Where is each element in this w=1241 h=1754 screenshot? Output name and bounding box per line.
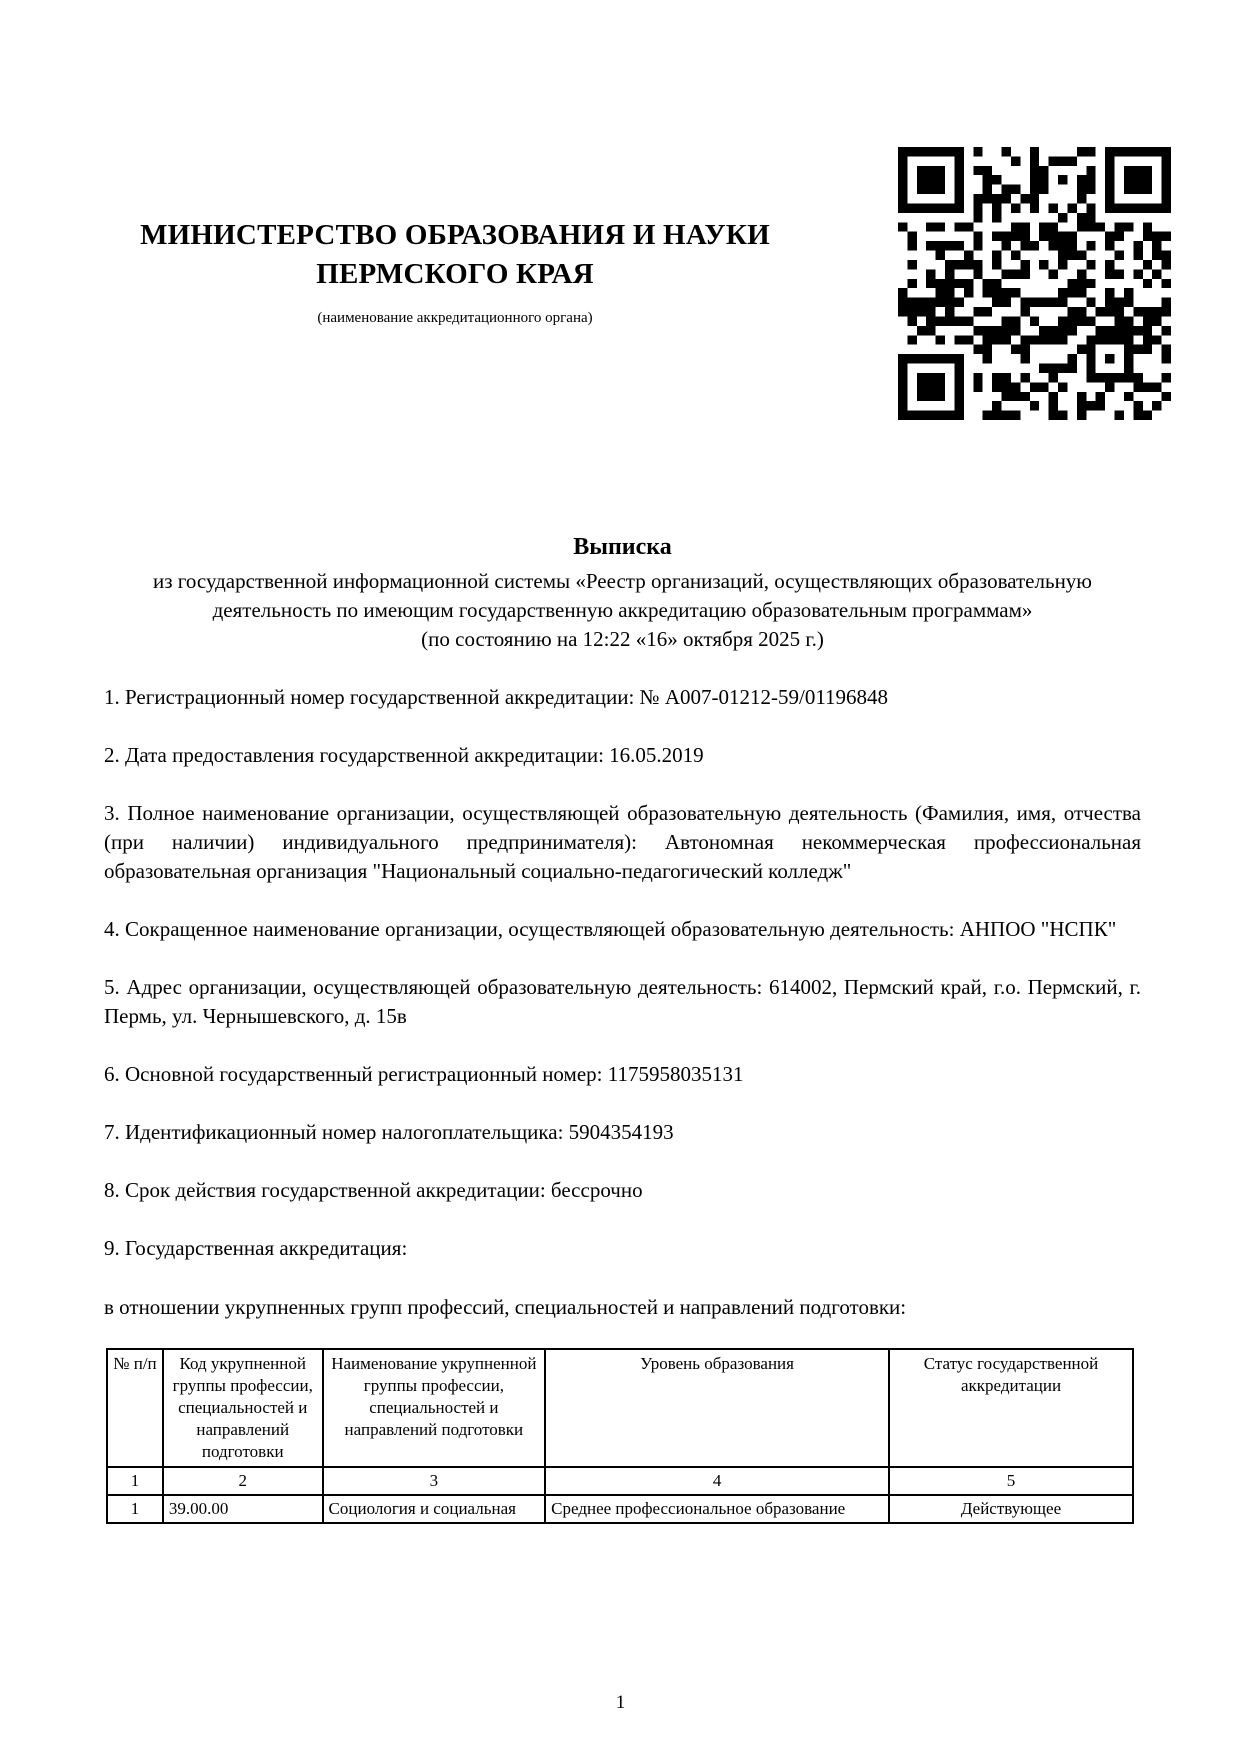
ministry-name-line1: МИНИСТЕРСТВО ОБРАЗОВАНИЯ И НАУКИ (140, 219, 770, 251)
row-cell-education-level: Среднее профессиональное образование (545, 1495, 889, 1523)
table-header-row (107, 1349, 1133, 1467)
numbering-cell: 2 (163, 1467, 323, 1495)
row-cell-group-code: 39.00.00 (163, 1495, 323, 1523)
item-short-name: 4. Сокращенное наименование организации, осуществляющей образовательную деятельность: АНПОО "НСПК" (104, 917, 1117, 941)
row-cell-group-name: Социология и социальная (323, 1495, 546, 1523)
table-row (107, 1495, 1133, 1523)
table-numbering-row (107, 1467, 1133, 1495)
numbering-cell: 5 (889, 1467, 1133, 1495)
item-ogrn: 6. Основной государственный регистрационный номер: 1175958035131 (104, 1062, 744, 1086)
numbering-cell: 4 (545, 1467, 889, 1495)
page-number: 1 (615, 1692, 626, 1713)
accreditation-table (106, 1348, 1134, 1524)
accreditation-body-caption: (наименование аккредитационного органа) (317, 310, 593, 326)
document-body (104, 532, 1141, 1524)
item-registration-number: 1. Регистрационный номер государственной аккредитации: № А007-01212-59/01196848 (104, 685, 889, 709)
ministry-name (105, 216, 805, 294)
ministry-header (105, 216, 805, 328)
row-cell-status: Действующее (889, 1495, 1133, 1523)
item-validity: 8. Срок действия государственной аккредитации: бессрочно (104, 1178, 643, 1202)
numbering-cell: 1 (107, 1467, 163, 1495)
qr-code (898, 147, 1171, 420)
item-grant-date: 2. Дата предоставления государственной аккредитации: 16.05.2019 (104, 743, 704, 767)
header-cell-number: № п/п (107, 1349, 163, 1467)
header-cell-status: Статус государственной аккредитации (889, 1349, 1133, 1467)
header-cell-group-name: Наименование укрупненной группы профессии, специальностей и направлений подготовки (323, 1349, 546, 1467)
document-as-of-date: (по состоянию на 12:22 «16» октября 2025 г.) (421, 627, 824, 651)
ministry-name-line2: ПЕРМСКОГО КРАЯ (316, 258, 594, 290)
header-cell-group-code: Код укрупненной группы профессии, специальностей и направлений подготовки (163, 1349, 323, 1467)
document-subtitle: из государственной информационной системы «Реестр организаций, осуществляющих образовательную деятельность по имеющим государственную аккредитацию образовательным программам» (153, 569, 1092, 622)
row-cell-number: 1 (107, 1495, 163, 1523)
section-note: в отношении укрупненных групп профессий, специальностей и направлений подготовки: (104, 1295, 907, 1319)
numbering-cell: 3 (323, 1467, 546, 1495)
item-address: 5. Адрес организации, осуществляющей образовательную деятельность: 614002, Пермский край, г.о. Пермский, г. Пермь, ул. Чернышевского, д. 15в (104, 975, 1141, 1028)
item-full-name: 3. Полное наименование организации, осуществляющей образовательную деятельность (Фамилия, имя, отчества (при наличии) индивидуального предпринимателя): Автономная некоммерческая профессиональная образовательная организация "Национальный социально-педагогический колледж" (104, 801, 1141, 883)
item-inn: 7. Идентификационный номер налогоплательщика: 5904354193 (104, 1120, 674, 1144)
document-title: Выписка (573, 534, 672, 560)
header-cell-education-level: Уровень образования (545, 1349, 889, 1467)
item-state-accreditation: 9. Государственная аккредитация: (104, 1236, 408, 1260)
